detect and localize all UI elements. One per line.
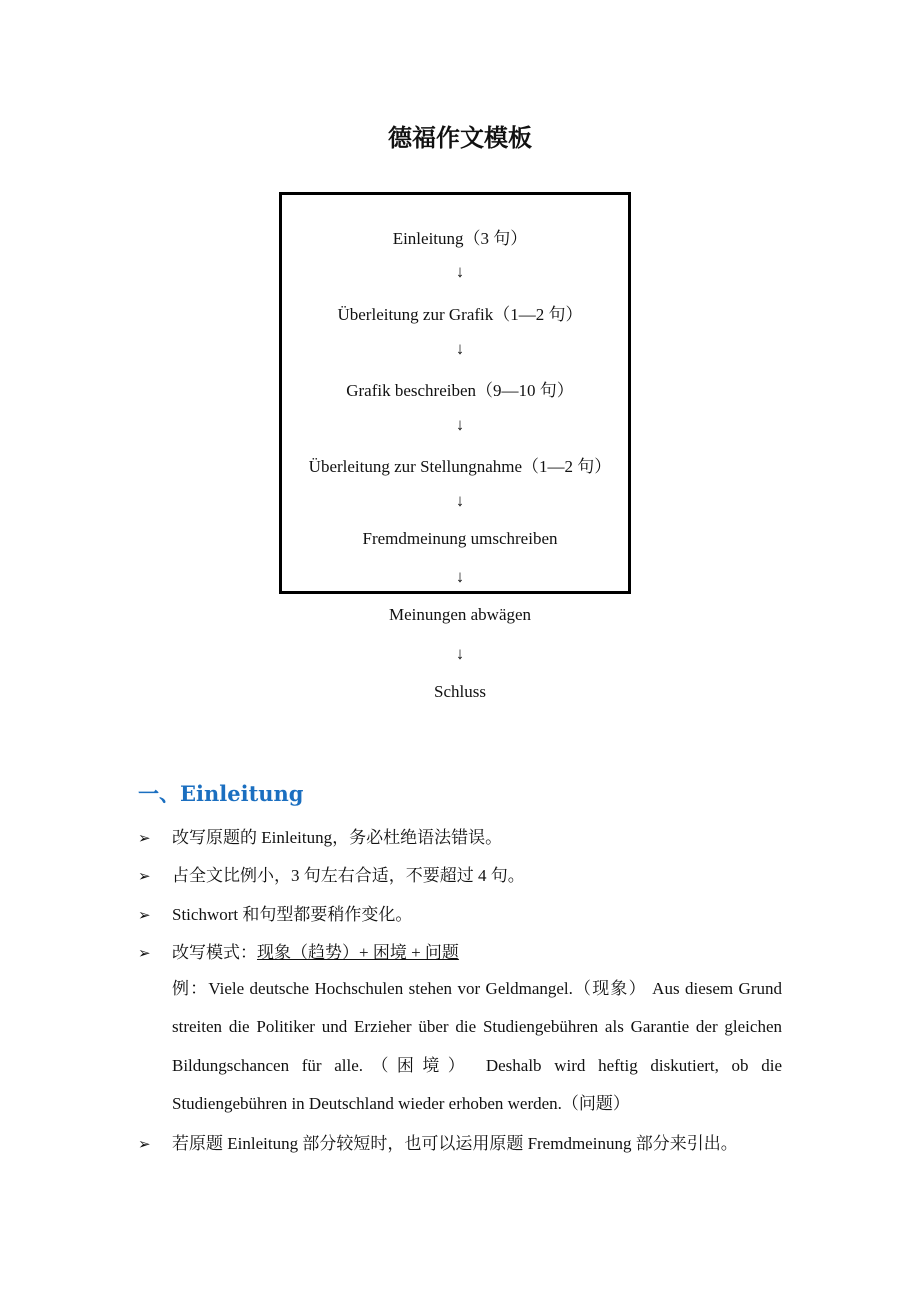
list-item <box>138 861 788 886</box>
list-item <box>138 823 788 848</box>
down-arrow-icon: ↓ <box>455 567 465 586</box>
bullet-text: 若原题 Einleitung 部分较短时，也可以运用原题 Fremdmeinung 部分来引出。 <box>172 1134 738 1153</box>
arrowhead-bullet-icon: ➢ <box>138 867 151 885</box>
flow-step-einleitung: Einleitung（3 句） <box>392 229 528 248</box>
arrowhead-bullet-icon: ➢ <box>138 906 151 924</box>
bullet-text: 改写原题的 Einleitung，务必杜绝语法错误。 <box>172 828 503 847</box>
arrowhead-bullet-icon: ➢ <box>138 944 151 962</box>
flow-step-fremdmeinung: Fremdmeinung umschreiben <box>362 529 558 548</box>
page-title: 德福作文模板 <box>388 124 532 152</box>
mode-formula: 现象（趋势）+ 困境 + 问题 <box>257 943 459 962</box>
flow-step-grafik-beschreiben: Grafik beschreiben（9—10 句） <box>346 381 574 400</box>
flow-step-ueberleitung-grafik: Überleitung zur Grafik（1—2 句） <box>337 305 583 324</box>
example-paragraph: 例：Viele deutsche Hochschulen stehen vor Geldmangel.（现象） Aus diesem Grund streiten die Politiker und Erzieher über die Studiengebühren als Garantie der gleichen Bildungschancen für alle.（困境） Deshalb wird heftig diskutiert, ob die Studiengebühren in Deutschland wieder erhoben werden.（问题） <box>172 979 782 1113</box>
down-arrow-icon: ↓ <box>455 644 465 663</box>
flow-step-schluss: Schluss <box>434 682 486 701</box>
arrowhead-bullet-icon: ➢ <box>138 829 151 847</box>
down-arrow-icon: ↓ <box>455 339 465 358</box>
bullet-text: Stichwort 和句型都要稍作变化。 <box>172 905 413 924</box>
flow-step-meinungen-abwaegen: Meinungen abwägen <box>388 605 532 624</box>
list-item <box>138 900 788 925</box>
list-item <box>138 1129 788 1154</box>
down-arrow-icon: ↓ <box>455 491 465 510</box>
bullet-text: 占全文比例小，3 句左右合适，不要超过 4 句。 <box>172 866 525 885</box>
list-item <box>138 938 788 963</box>
section-heading: 一、Einleitung <box>138 781 304 806</box>
mode-label: 改写模式： <box>172 943 257 962</box>
flow-step-ueberleitung-stellungnahme: Überleitung zur Stellungnahme（1—2 句） <box>308 457 612 476</box>
down-arrow-icon: ↓ <box>455 262 465 281</box>
arrowhead-bullet-icon: ➢ <box>138 1135 151 1153</box>
down-arrow-icon: ↓ <box>455 415 465 434</box>
